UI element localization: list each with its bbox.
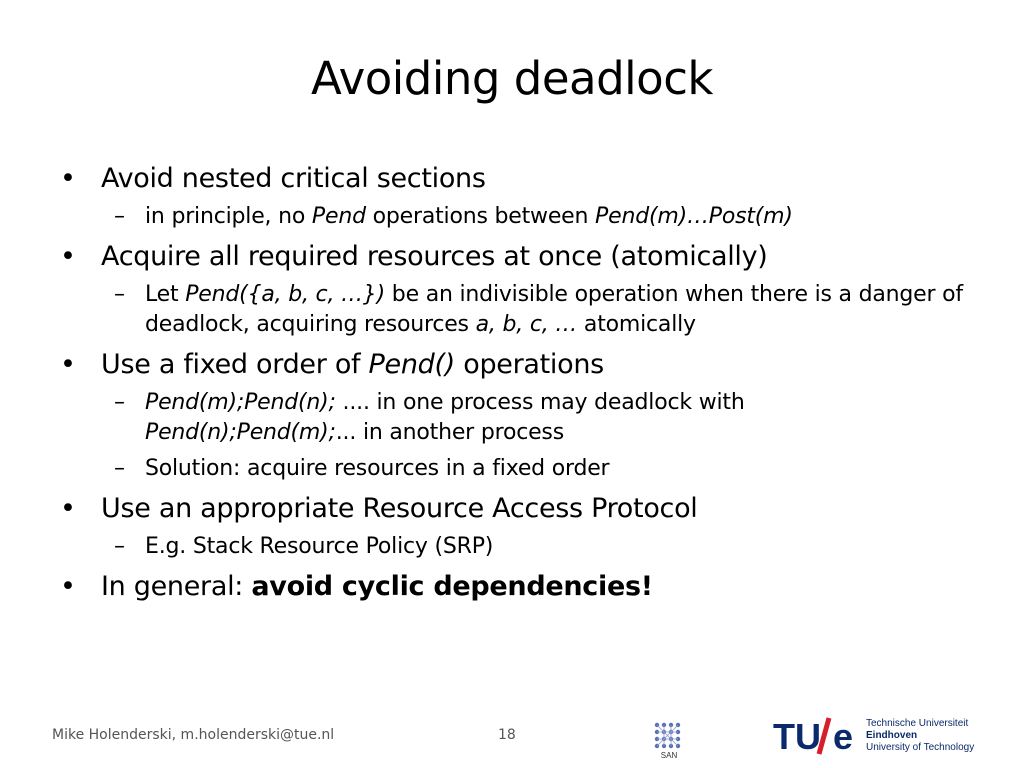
slide-title: Avoiding deadlock [311, 52, 713, 105]
sub-bullet-item [114, 388, 970, 448]
sub-bullet-italic: Pend(n);Pend(m); [145, 420, 336, 445]
bullet-text: Use an appropriate Resource Access Protocol [101, 493, 698, 524]
tue-line: Eindhoven [866, 730, 918, 741]
bullet-bold: avoid cyclic dependencies! [251, 571, 653, 602]
sub-bullet-italic: Pend({a, b, c, …}) [185, 282, 386, 307]
tue-line: University of Technology [866, 742, 975, 753]
sub-bullet-text: E.g. Stack Resource Policy (SRP) [145, 534, 494, 559]
svg-text:e: e [833, 716, 854, 756]
bullet-text: operations [454, 349, 604, 380]
bullet-item [60, 568, 970, 606]
bullet-item [60, 160, 970, 198]
svg-text:TU: TU [773, 716, 821, 756]
dash-marker: – [114, 456, 125, 481]
san-label: SAN [660, 751, 678, 760]
sub-bullet-text: Let [145, 282, 186, 307]
bullet-item [60, 346, 970, 384]
sub-bullet-item [114, 532, 970, 562]
sub-bullet-item [114, 202, 970, 232]
sub-bullet-text: atomically [577, 312, 696, 337]
bullet-text: Acquire all required resources at once (atomically) [101, 241, 768, 272]
footer-author: Mike Holenderski, m.holenderski@tue.nl [52, 727, 335, 743]
dash-marker: – [114, 534, 125, 559]
sub-bullet-text: ... in another process [335, 420, 564, 445]
sub-bullet-text: operations between [365, 204, 596, 229]
bullet-item [60, 238, 970, 276]
tue-logo [773, 716, 863, 756]
tue-line: Technische Universiteit [866, 718, 969, 729]
bullet-text: In general: [101, 571, 252, 602]
sub-bullet-text: Solution: acquire resources in a fixed order [145, 456, 610, 481]
sub-bullet-italic: Pend(m);Pend(n); [145, 390, 336, 415]
tue-name-block [866, 718, 974, 754]
dash-marker: – [114, 204, 125, 229]
dash-marker: – [114, 390, 125, 415]
sub-bullet-item [114, 454, 970, 484]
sub-bullet-text: .... in one process may deadlock with [335, 390, 745, 415]
bullet-italic: Pend() [368, 349, 455, 380]
page-number: 18 [498, 727, 516, 743]
bullet-text: Use a fixed order of [101, 349, 369, 380]
sub-bullet-italic: a, b, c, … [475, 312, 578, 337]
bullet-text: Avoid nested critical sections [101, 163, 486, 194]
bullet-item [60, 490, 970, 528]
sub-bullet-italic: Pend(m)…Post(m) [595, 204, 793, 229]
sub-bullet-item [114, 280, 970, 340]
san-logo [652, 720, 686, 760]
sub-bullet-text: in principle, no [145, 204, 312, 229]
bullet-list [60, 160, 970, 606]
dash-marker: – [114, 282, 125, 307]
sub-bullet-text: be an indivisible operation when there is a danger of deadlock, acquiring resources [145, 282, 963, 337]
sub-bullet-italic: Pend [311, 204, 366, 229]
